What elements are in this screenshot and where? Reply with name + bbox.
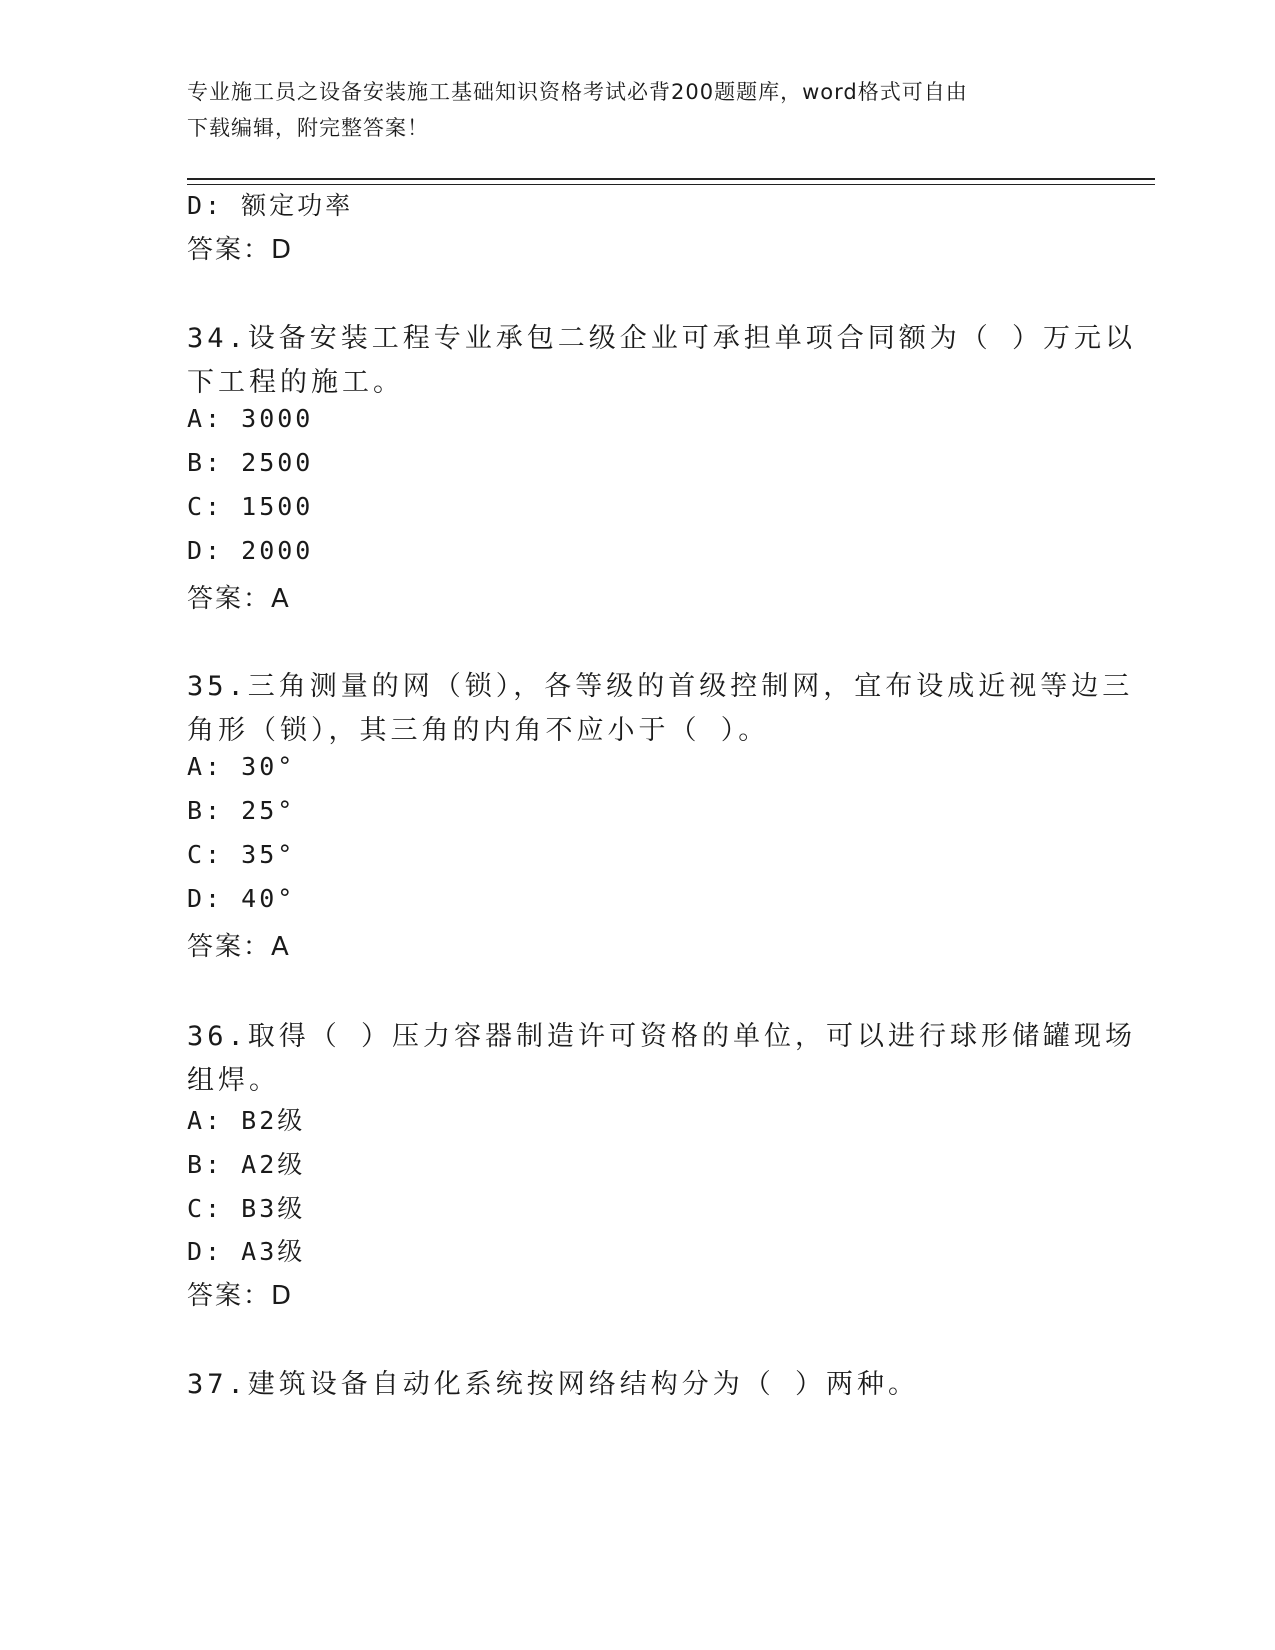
q34-option-a: A: 3000 xyxy=(187,404,314,433)
q34-stem-line-1: 34.设备安装工程专业承包二级企业可承担单项合同额为（ ）万元以 xyxy=(187,323,1137,354)
document-header xyxy=(187,74,1087,146)
q36-option-b: B: A2级 xyxy=(187,1150,306,1179)
q35-stem-line-1: 35.三角测量的网（锁），各等级的首级控制网，宜布设成近视等边三 xyxy=(187,671,1134,702)
q34-answer: 答案：A xyxy=(187,584,291,614)
header-title-line-1: 专业施工员之设备安装施工基础知识资格考试必背200题题库，word格式可自由 xyxy=(187,80,968,104)
q35-option-c: C: 35° xyxy=(187,840,296,869)
q35-option-a: A: 30° xyxy=(187,752,296,781)
q34-option-b: B: 2500 xyxy=(187,448,314,477)
header-divider-thick xyxy=(187,178,1155,180)
q34-option-c: C: 1500 xyxy=(187,492,314,521)
q34-option-d: D: 2000 xyxy=(187,536,314,565)
q37-stem-line-1: 37.建筑设备自动化系统按网络结构分为（ ）两种。 xyxy=(187,1369,920,1400)
q35-option-d: D: 40° xyxy=(187,884,296,913)
q36-option-a: A: B2级 xyxy=(187,1106,306,1135)
header-title-line-2: 下载编辑，附完整答案！ xyxy=(187,116,429,140)
q35-answer: 答案：A xyxy=(187,932,291,962)
q36-stem-line-2: 组焊。 xyxy=(187,1065,280,1096)
q33-option-d: D: 额定功率 xyxy=(187,191,354,220)
q36-answer: 答案：D xyxy=(187,1281,294,1311)
header-divider-thin xyxy=(187,184,1155,185)
q36-option-c: C: B3级 xyxy=(187,1194,306,1223)
q34-stem-line-2: 下工程的施工。 xyxy=(187,367,404,398)
q33-answer: 答案：D xyxy=(187,235,294,265)
q35-stem-line-2: 角形（锁），其三角的内角不应小于（ ）。 xyxy=(187,715,770,746)
q35-option-b: B: 25° xyxy=(187,796,296,825)
q36-stem-line-1: 36.取得（ ）压力容器制造许可资格的单位，可以进行球形储罐现场 xyxy=(187,1021,1137,1052)
q36-option-d: D: A3级 xyxy=(187,1237,306,1266)
